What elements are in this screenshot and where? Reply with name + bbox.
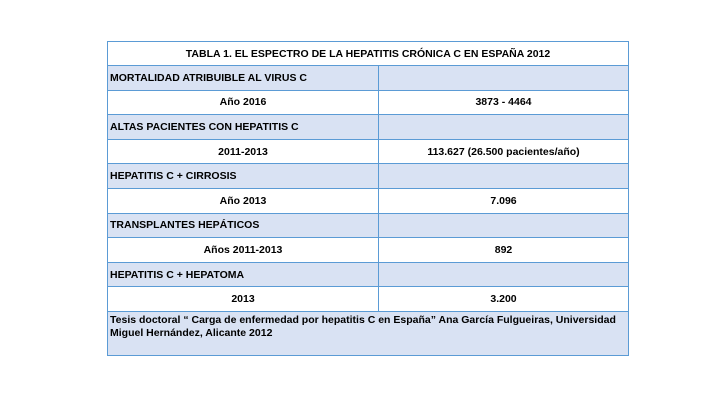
source-citation: Tesis doctoral “ Carga de enfermedad por hepatitis C en España” Ana García Fulgueiras, Universidad Miguel Hernández, Alicante 2012 [108, 311, 629, 355]
section-header-empty-cell [379, 66, 629, 91]
table-row [108, 139, 629, 164]
table-row [108, 287, 629, 312]
section-label-cirrosis: Año 2013 [108, 188, 379, 213]
section-header-empty-cell [379, 262, 629, 287]
table-row [108, 188, 629, 213]
section-value-cirrosis: 7.096 [379, 188, 629, 213]
section-value-transplantes: 892 [379, 238, 629, 263]
table-row [108, 238, 629, 263]
section-header-row [108, 115, 629, 140]
section-header-empty-cell [379, 213, 629, 238]
section-header-mortalidad: MORTALIDAD ATRIBUIBLE AL VIRUS C [108, 66, 379, 91]
section-header-row [108, 262, 629, 287]
section-label-altas: 2011-2013 [108, 139, 379, 164]
section-header-row [108, 164, 629, 189]
table-title: TABLA 1. EL ESPECTRO DE LA HEPATITIS CRÓNICA C EN ESPAÑA 2012 [108, 42, 629, 66]
section-header-transplantes: TRANSPLANTES HEPÁTICOS [108, 213, 379, 238]
section-value-mortalidad: 3873 - 4464 [379, 90, 629, 115]
section-label-hepatoma: 2013 [108, 287, 379, 312]
table-title-row [108, 42, 629, 66]
section-label-mortalidad: Año 2016 [108, 90, 379, 115]
section-header-empty-cell [379, 115, 629, 140]
section-header-cirrosis: HEPATITIS C + CIRROSIS [108, 164, 379, 189]
source-footer-row [108, 311, 629, 355]
section-header-row [108, 66, 629, 91]
section-value-hepatoma: 3.200 [379, 287, 629, 312]
section-header-hepatoma: HEPATITIS C + HEPATOMA [108, 262, 379, 287]
section-value-altas: 113.627 (26.500 pacientes/año) [379, 139, 629, 164]
table-row [108, 90, 629, 115]
section-label-transplantes: Años 2011-2013 [108, 238, 379, 263]
section-header-empty-cell [379, 164, 629, 189]
section-header-altas: ALTAS PACIENTES CON HEPATITIS C [108, 115, 379, 140]
hepatitis-c-table [107, 41, 629, 356]
section-header-row [108, 213, 629, 238]
